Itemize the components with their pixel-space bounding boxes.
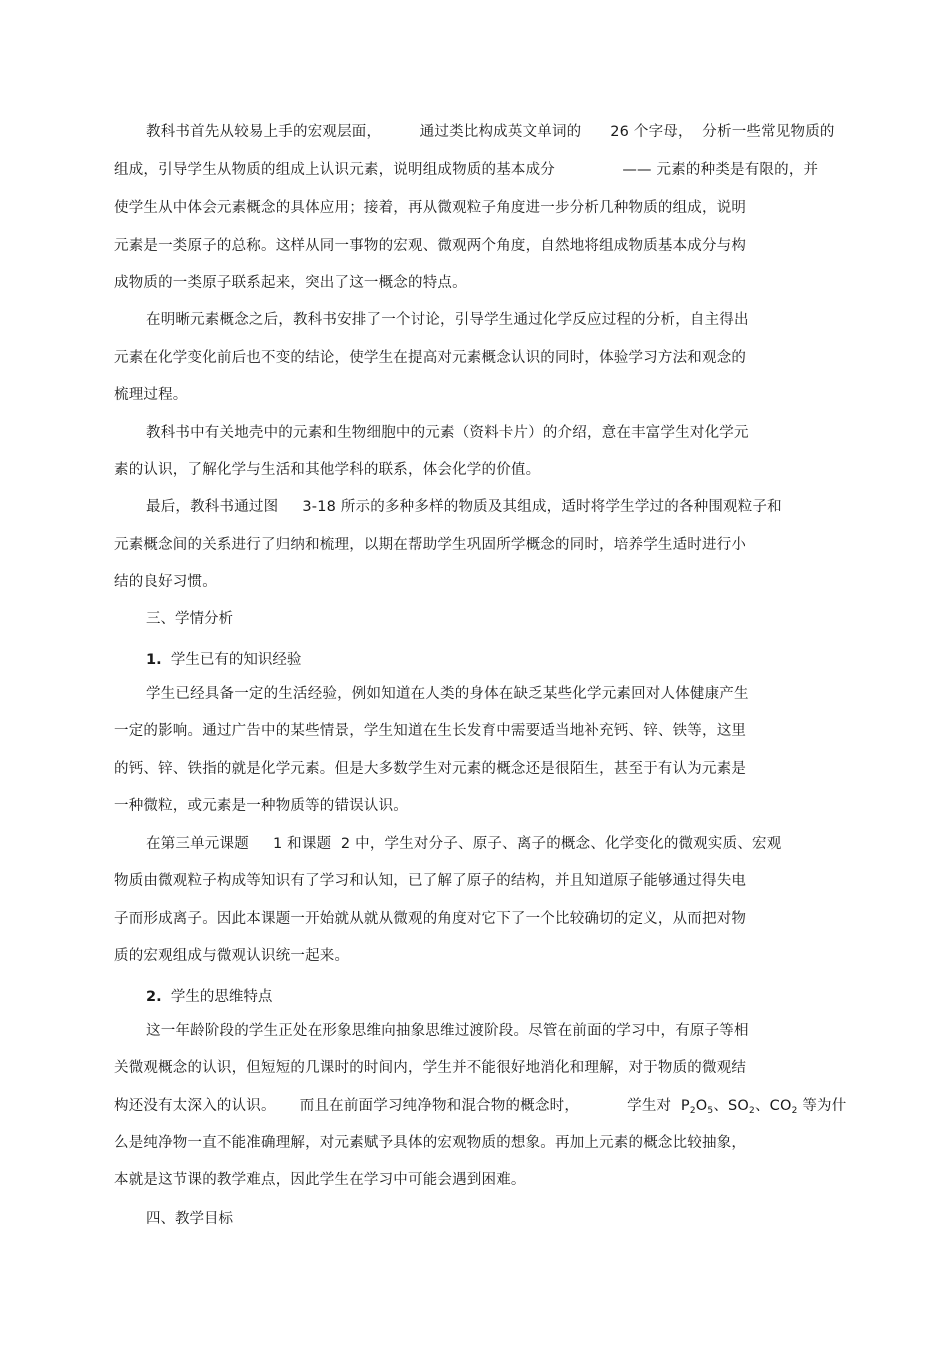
paragraph-6-line-1: 在第三单元课题 1 和课题 2 中，学生对分子、原子、离子的概念、化学变化的微观实质、宏观 <box>146 836 782 852</box>
paragraph-2-line-1: 在明晰元素概念之后，教科书安排了一个讨论，引导学生通过化学反应过程的分析，自主得出 <box>146 312 749 328</box>
subsection-heading-1 <box>146 650 301 670</box>
paragraph-5-line-4: 一种微粒，或元素是一种物质等的错误认识。 <box>114 798 408 814</box>
section-heading-learner-analysis: 三、学情分析 <box>146 611 233 627</box>
paragraph-5-line-3: 的钙、锌、铁指的就是化学元素。但是大多数学生对元素的概念还是很陌生，甚至于有认为元素是 <box>114 761 747 777</box>
paragraph-3-line-2: 素的认识，了解化学与生活和其他学科的联系，体会化学的价值。 <box>114 462 541 478</box>
subsection-2-number: 2. <box>146 989 162 1005</box>
paragraph-2-line-2: 元素在化学变化前后也不变的结论，使学生在提高对元素概念认识的同时，体验学习方法和观念的 <box>114 350 747 366</box>
paragraph-1-line-3: 使学生从中体会元素概念的具体应用；接着，再从微观粒子角度进一步分析几种物质的组成，说明 <box>114 200 747 216</box>
paragraph-1-line-4: 元素是一类原子的总称。这样从同一事物的宏观、微观两个角度，自然地将组成物质基本成分与构 <box>114 238 747 254</box>
subsection-2-title: 学生的思维特点 <box>170 989 273 1005</box>
paragraph-5-line-1: 学生已经具备一定的生活经验，例如知道在人类的身体在缺乏某些化学元素回对人体健康产生 <box>146 686 749 702</box>
paragraph-6-line-4: 质的宏观组成与微观认识统一起来。 <box>114 948 350 964</box>
paragraph-5-line-2: 一定的影响。通过广告中的某些情景，学生知道在生长发育中需要适当地补充钙、锌、铁等，这里 <box>114 723 747 739</box>
paragraph-7-line-2: 关微观概念的认识，但短短的几课时的时间内，学生并不能很好地消化和理解，对于物质的微观结 <box>114 1060 747 1076</box>
paragraph-7-line-5: 本就是这节课的教学难点，因此学生在学习中可能会遇到困难。 <box>114 1172 526 1188</box>
section-heading-teaching-goals: 四、教学目标 <box>146 1211 233 1227</box>
paragraph-4-line-2: 元素概念间的关系进行了归纳和梳理，以期在帮助学生巩固所学概念的同时，培养学生适时进行小 <box>114 537 747 553</box>
subsection-heading-2 <box>146 987 272 1007</box>
chemical-formulas: $P_2O_5$、$SO_2$、$CO_2$ 等为什 <box>680 1098 847 1116</box>
paragraph-7-line-3-text: 构还没有太深入的认识。 而且在前面学习纯净物和混合物的概念时， 学生对 <box>114 1098 681 1114</box>
paragraph-2-line-3: 梳理过程。 <box>114 387 188 403</box>
paragraph-1-line-5: 成物质的一类原子联系起来，突出了这一概念的特点。 <box>114 275 467 291</box>
subsection-1-title: 学生已有的知识经验 <box>170 652 302 668</box>
paragraph-3-line-1: 教科书中有关地壳中的元素和生物细胞中的元素（资料卡片）的介绍，意在丰富学生对化学元 <box>146 425 749 441</box>
paragraph-7-line-3 <box>114 1096 846 1116</box>
paragraph-7-line-1: 这一年龄阶段的学生正处在形象思维向抽象思维过渡阶段。尽管在前面的学习中，有原子等相 <box>146 1023 749 1039</box>
subsection-1-number: 1. <box>146 652 162 668</box>
paragraph-4-line-3: 结的良好习惯。 <box>114 574 217 590</box>
paragraph-1-line-2: 组成，引导学生从物质的组成上认识元素，说明组成物质的基本成分 —— 元素的种类是有限的，并 <box>114 162 819 178</box>
paragraph-7-line-4: 么是纯净物一直不能准确理解，对元素赋予具体的宏观物质的想象。再加上元素的概念比较抽象， <box>114 1135 747 1151</box>
paragraph-4-line-1: 最后，教科书通过图 3-18 所示的多种多样的物质及其组成，适时将学生学过的各种围观粒子和 <box>146 499 782 515</box>
paragraph-1-line-1: 教科书首先从较易上手的宏观层面， 通过类比构成英文单词的 26 个字母， 分析一些常见物质的 <box>146 124 835 140</box>
paragraph-6-line-3: 子而形成离子。因此本课题一开始就从就从微观的角度对它下了一个比较确切的定义，从而把对物 <box>114 911 747 927</box>
paragraph-6-line-2: 物质由微观粒子构成等知识有了学习和认知，已了解了原子的结构，并且知道原子能够通过得失电 <box>114 873 747 889</box>
